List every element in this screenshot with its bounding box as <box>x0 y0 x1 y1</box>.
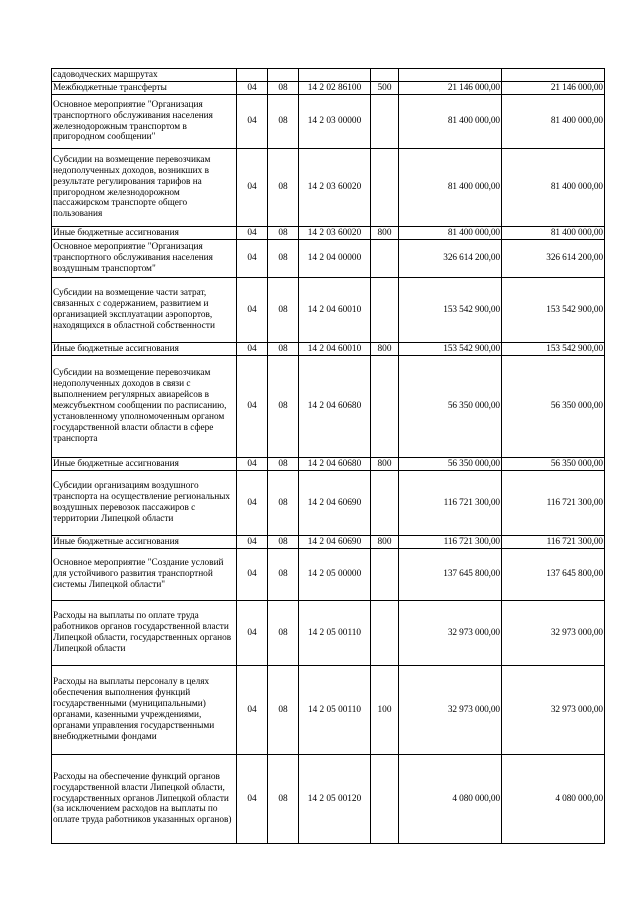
section-code-cell: 04 <box>237 601 268 666</box>
row-name-cell: Субсидии на возмещение перевозчикам недополученных доходов в связи с выполнением регулярных авиарейсов в межсубъектном сообщении по расписанию, установленному уполномоченным органом государственной власти области в сфере транспорта <box>52 356 237 458</box>
section-code-cell: 04 <box>237 458 268 471</box>
budget-table <box>51 68 605 844</box>
target-article-cell: 14 2 05 00110 <box>299 666 371 755</box>
table-row <box>52 356 605 458</box>
amount-year1-cell: 81 400 000,00 <box>399 149 502 227</box>
target-article-cell: 14 2 03 00000 <box>299 95 371 149</box>
section-code-cell: 04 <box>237 240 268 278</box>
section-code-cell: 04 <box>237 82 268 95</box>
row-name-cell: Основное мероприятие "Организация транспортного обслуживания населения воздушным транспортом" <box>52 240 237 278</box>
table-row <box>52 82 605 95</box>
subsection-code-cell: 08 <box>268 536 299 549</box>
amount-year2-cell: 56 350 000,00 <box>502 356 605 458</box>
table-row <box>52 601 605 666</box>
expense-type-cell: 800 <box>371 536 399 549</box>
amount-year2-cell: 81 400 000,00 <box>502 227 605 240</box>
amount-year1-cell: 32 973 000,00 <box>399 601 502 666</box>
table-row <box>52 536 605 549</box>
budget-table-body <box>52 69 605 844</box>
expense-type-cell <box>371 149 399 227</box>
target-article-cell: 14 2 05 00120 <box>299 755 371 844</box>
target-article-cell: 14 2 03 60020 <box>299 149 371 227</box>
expense-type-cell: 100 <box>371 666 399 755</box>
target-article-cell: 14 2 04 60010 <box>299 343 371 356</box>
subsection-code-cell: 08 <box>268 471 299 536</box>
table-row <box>52 240 605 278</box>
table-row <box>52 666 605 755</box>
expense-type-cell: 800 <box>371 343 399 356</box>
amount-year2-cell: 32 973 000,00 <box>502 601 605 666</box>
expense-type-cell <box>371 95 399 149</box>
table-row <box>52 95 605 149</box>
expense-type-cell <box>371 69 399 82</box>
expense-type-cell: 800 <box>371 458 399 471</box>
expense-type-cell <box>371 601 399 666</box>
subsection-code-cell: 08 <box>268 278 299 343</box>
subsection-code-cell: 08 <box>268 343 299 356</box>
section-code-cell: 04 <box>237 149 268 227</box>
section-code-cell: 04 <box>237 755 268 844</box>
expense-type-cell <box>371 471 399 536</box>
table-row <box>52 549 605 601</box>
subsection-code-cell: 08 <box>268 458 299 471</box>
subsection-code-cell: 08 <box>268 227 299 240</box>
target-article-cell: 14 2 03 60020 <box>299 227 371 240</box>
table-row <box>52 149 605 227</box>
amount-year2-cell <box>502 69 605 82</box>
section-code-cell: 04 <box>237 356 268 458</box>
section-code-cell <box>237 69 268 82</box>
amount-year1-cell: 56 350 000,00 <box>399 458 502 471</box>
row-name-cell: Субсидии организациям воздушного транспорта на осуществление региональных воздушных перевозок пассажиров с территории Липецкой области <box>52 471 237 536</box>
row-name-cell: Основное мероприятие "Создание условий для устойчивого развития транспортной системы Липецкой области" <box>52 549 237 601</box>
row-name-cell: Иные бюджетные ассигнования <box>52 343 237 356</box>
amount-year1-cell: 81 400 000,00 <box>399 227 502 240</box>
amount-year1-cell: 326 614 200,00 <box>399 240 502 278</box>
section-code-cell: 04 <box>237 471 268 536</box>
amount-year1-cell <box>399 69 502 82</box>
target-article-cell: 14 2 04 60010 <box>299 278 371 343</box>
amount-year2-cell: 153 542 900,00 <box>502 343 605 356</box>
row-name-cell: Иные бюджетные ассигнования <box>52 536 237 549</box>
subsection-code-cell: 08 <box>268 95 299 149</box>
row-name-cell: Иные бюджетные ассигнования <box>52 458 237 471</box>
subsection-code-cell: 08 <box>268 356 299 458</box>
amount-year1-cell: 81 400 000,00 <box>399 95 502 149</box>
row-name-cell: Основное мероприятие "Организация транспортного обслуживания населения железнодорожным транспортом в пригородном сообщении" <box>52 95 237 149</box>
target-article-cell: 14 2 02 86100 <box>299 82 371 95</box>
target-article-cell: 14 2 04 60680 <box>299 458 371 471</box>
amount-year2-cell: 56 350 000,00 <box>502 458 605 471</box>
target-article-cell <box>299 69 371 82</box>
target-article-cell: 14 2 05 00110 <box>299 601 371 666</box>
target-article-cell: 14 2 05 00000 <box>299 549 371 601</box>
expense-type-cell: 800 <box>371 227 399 240</box>
target-article-cell: 14 2 04 60690 <box>299 536 371 549</box>
amount-year2-cell: 137 645 800,00 <box>502 549 605 601</box>
subsection-code-cell: 08 <box>268 601 299 666</box>
row-name-cell: Субсидии на возмещение перевозчикам недополученных доходов, возникших в результате регулирования тарифов на пригородном железнодорожном пассажирском транспорте общего пользования <box>52 149 237 227</box>
row-name-cell: Межбюджетные трансферты <box>52 82 237 95</box>
section-code-cell: 04 <box>237 343 268 356</box>
amount-year1-cell: 137 645 800,00 <box>399 549 502 601</box>
row-name-cell: Расходы на обеспечение функций органов государственной власти Липецкой области, государственных органов Липецкой области (за исключением расходов на выплаты по оплате труда работников указанных органов) <box>52 755 237 844</box>
target-article-cell: 14 2 04 60680 <box>299 356 371 458</box>
amount-year2-cell: 21 146 000,00 <box>502 82 605 95</box>
section-code-cell: 04 <box>237 95 268 149</box>
row-name-cell: Субсидии на возмещение части затрат, связанных с содержанием, развитием и организацией эксплуатации аэропортов, находящихся в областной собственности <box>52 278 237 343</box>
expense-type-cell <box>371 240 399 278</box>
subsection-code-cell: 08 <box>268 82 299 95</box>
amount-year1-cell: 4 080 000,00 <box>399 755 502 844</box>
amount-year1-cell: 21 146 000,00 <box>399 82 502 95</box>
table-row <box>52 227 605 240</box>
amount-year2-cell: 81 400 000,00 <box>502 95 605 149</box>
table-row <box>52 458 605 471</box>
amount-year1-cell: 116 721 300,00 <box>399 536 502 549</box>
amount-year1-cell: 153 542 900,00 <box>399 343 502 356</box>
expense-type-cell <box>371 549 399 601</box>
amount-year1-cell: 116 721 300,00 <box>399 471 502 536</box>
amount-year2-cell: 116 721 300,00 <box>502 471 605 536</box>
table-row <box>52 69 605 82</box>
amount-year2-cell: 116 721 300,00 <box>502 536 605 549</box>
section-code-cell: 04 <box>237 536 268 549</box>
amount-year2-cell: 4 080 000,00 <box>502 755 605 844</box>
amount-year1-cell: 153 542 900,00 <box>399 278 502 343</box>
table-row <box>52 343 605 356</box>
table-row <box>52 471 605 536</box>
expense-type-cell <box>371 278 399 343</box>
expense-type-cell: 500 <box>371 82 399 95</box>
table-row <box>52 755 605 844</box>
target-article-cell: 14 2 04 00000 <box>299 240 371 278</box>
row-name-cell: Иные бюджетные ассигнования <box>52 227 237 240</box>
amount-year1-cell: 56 350 000,00 <box>399 356 502 458</box>
section-code-cell: 04 <box>237 227 268 240</box>
subsection-code-cell: 08 <box>268 755 299 844</box>
amount-year2-cell: 326 614 200,00 <box>502 240 605 278</box>
subsection-code-cell: 08 <box>268 240 299 278</box>
table-row <box>52 278 605 343</box>
amount-year2-cell: 153 542 900,00 <box>502 278 605 343</box>
subsection-code-cell: 08 <box>268 149 299 227</box>
amount-year2-cell: 81 400 000,00 <box>502 149 605 227</box>
amount-year2-cell: 32 973 000,00 <box>502 666 605 755</box>
row-name-cell: Расходы на выплаты персоналу в целях обеспечения выполнения функций государственными (муниципальными) органами, казенными учреждениями, органами управления государственными внебюджетными фондами <box>52 666 237 755</box>
target-article-cell: 14 2 04 60690 <box>299 471 371 536</box>
section-code-cell: 04 <box>237 666 268 755</box>
amount-year1-cell: 32 973 000,00 <box>399 666 502 755</box>
row-name-cell: Расходы на выплаты по оплате труда работников органов государственной власти Липецкой области, государственных органов Липецкой области <box>52 601 237 666</box>
section-code-cell: 04 <box>237 549 268 601</box>
expense-type-cell <box>371 356 399 458</box>
subsection-code-cell: 08 <box>268 549 299 601</box>
subsection-code-cell: 08 <box>268 666 299 755</box>
row-name-cell: садоводческих маршрутах <box>52 69 237 82</box>
section-code-cell: 04 <box>237 278 268 343</box>
subsection-code-cell <box>268 69 299 82</box>
expense-type-cell <box>371 755 399 844</box>
